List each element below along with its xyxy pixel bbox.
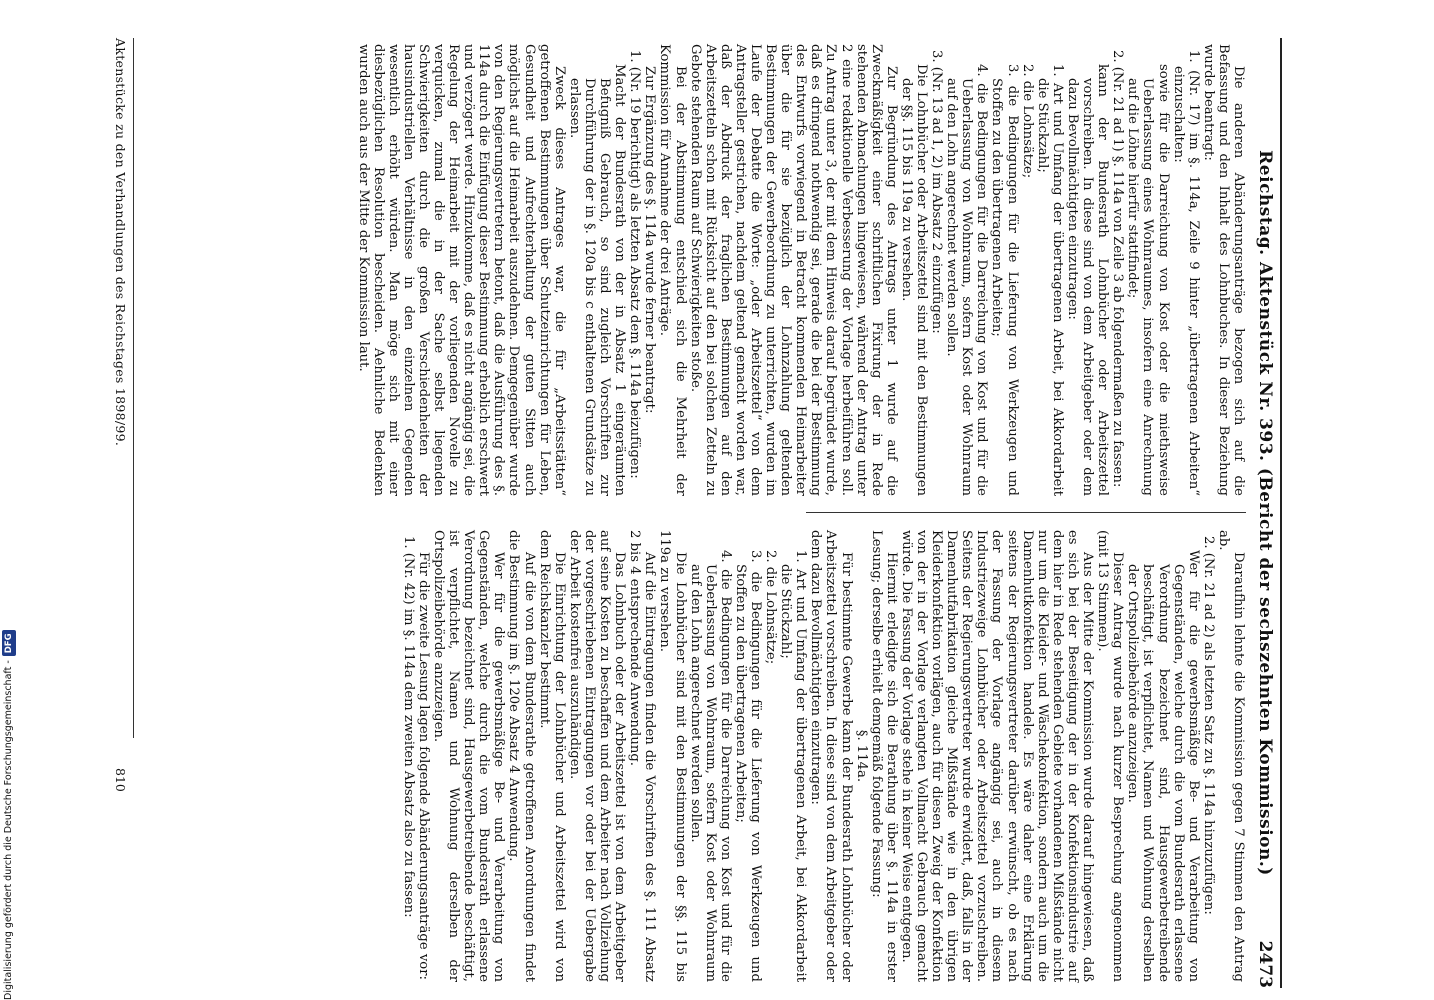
paragraph: kann der Bundesrath Lohnbücher oder Arbeitszettel vorschreiben. In diese sind von dem Arbeitgeber oder dem dazu Bevollmächtigten einzutragen:	[1064, 64, 1111, 496]
paragraph: Wer für die gewerbsmäßige Be- und Verarbeitung von Gegenständen, welche durch die vom Bundesrath erlassene Verordnung bezeichnet sind, Hausgewerbetreibende beschäftigt, ist verpflichtet, Namen und Wohnung derselben der Ortspolizeibehörde anzuzeigen.	[431, 530, 507, 982]
paragraph: 3. (Nr. 13 ad 1, 2) im Absatz 2 einzufügen:	[929, 50, 945, 334]
paragraph: Für bestimmte Gewerbe kann der Bundesrath Lohnbücher oder Arbeitszettel vorschreiben. In diese sind von dem Arbeitgeber oder dem dazu Bevollmächtigten einzutragen:	[808, 530, 854, 982]
page-header	[1252, 38, 1278, 988]
dfg-logo: DFG	[2, 630, 16, 656]
paragraph: Das Lohnbuch oder der Arbeitszettel ist von dem Arbeitgeber auf seine Kosten zu beschaffen und dem Arbeiter nach Vollziehung der vorgeschriebenen Eintragungen vor oder bei der Uebergabe der Arbeit kostenfrei auszuhändigen.	[566, 530, 628, 982]
paragraph: Die Einrichtung der Lohnbücher und Arbeitszettel wird von dem Reichskanzler bestimmt.	[536, 530, 567, 982]
paragraph: 3. die Bedingungen für die Lieferung von Werkzeugen und Stoffen zu den übertragenen Arbeiten;	[989, 64, 1020, 496]
paragraph: Macht der Bundesrath von der in Absatz 1 eingeräumten Befugniß Gebrauch, so sind zugleich Vorschriften zur Durchführung der in §. 120a bis c enthaltenen Grundsätze zu erlassen.	[566, 64, 628, 496]
paragraph: Zweck dieses Antrages war, die für „Arbeitsstätten“ getroffenen Bestimmungen über Schutzeinrichtungen für Leben, Gesundheit und Aufrechterhaltung der guten Sitten auch möglichst auf die Heimarbeit auszudehnen. Demgegenüber wurde von den Regierungsvertretern betont, daß die Ausführung des §. 114a durch die Einfügung dieser Bestimmung erheblich erschwert und verzögert werde. Hinzukomme, daß es nicht angängig sei, die Regelung der Heimarbeit mit der vorliegenden Novelle zu verquicken, zumal die in der Sache selbst liegenden Schwierigkeiten durch die großen Verschiedenheiten der hausindustriellen Verhältnisse in den einzelnen Gegenden wesentlich erhöht würden. Man möge sich mit einer diesbezüglichen Resolution bescheiden. Aehnliche Bedenken wurden auch aus der Mitte der Kommission laut.	[355, 44, 567, 496]
paragraph: 1. (Nr. 42) im §. 114a dem zweiten Absatz also zu fassen:	[400, 536, 416, 918]
paragraph: Dieser Antrag wurde nach kurzer Besprechung angenommen (mit 13 Stimmen).	[1095, 530, 1126, 982]
paragraph: Bei der Abstimmung entschied sich die Mehrheit der Kommission für Annahme der drei Anträge.	[657, 44, 688, 496]
paragraph: Auf die von dem Bundesrathe getroffenen Anordnungen findet die Bestimmung im §. 120e Absatz 4 Anwendung.	[506, 530, 537, 982]
paragraph: 2. (Nr. 21 ad 2) als letzten Satz zu §. 114a hinzuzufügen:	[1200, 536, 1216, 915]
column-divider	[806, 512, 1246, 513]
paragraph: Wer für die gewerbsmäßige Be- und Verarbeitung von Gegenständen, welche durch die vom Bundesrath erlassene Verordnung bezeichnet sind, Hausgewerbetreibende beschäftigt, ist verpflichtet, Namen und Wohnung derselben der Ortspolizeibehörde anzuzeigen.	[1125, 550, 1201, 982]
paragraph: 2. die Lohnsätze;	[1019, 64, 1035, 179]
digitization-text: Digitalisierung gefördert durch die Deutsche Forschungsgemeinschaft -	[3, 660, 14, 1000]
paragraph: 1. (Nr. 19 berichtigt) als letzten Absatz dem §. 114a beizufügen:	[627, 50, 643, 479]
paragraph: 3. die Bedingungen für die Lieferung von Werkzeugen und Stoffen zu den übertragenen Arbeiten;	[732, 550, 763, 982]
paragraph: 2. (Nr. 21 ad 1) §. 114a von Zeile 3 ab folgendermaßen zu fassen:	[1110, 50, 1126, 488]
paragraph: 2. die Lohnsätze;	[763, 550, 779, 665]
paragraph: 1. Art und Umfang der übertragenen Arbeit, bei Akkordarbeit die Stückzahl;	[778, 550, 809, 982]
paragraph: 1. (Nr. 17) im §. 114a, Zeile 9 hinter „übertragenen Arbeiten“ einzuschalten:	[1170, 50, 1201, 496]
rotated-page	[102, 38, 1282, 988]
paragraph: Auf die Eintragungen finden die Vorschriften des §. 111 Absatz 2 bis 4 entsprechende Anwendung.	[627, 530, 658, 982]
left-column	[355, 44, 1246, 496]
paragraph: §. 114a.	[853, 729, 869, 783]
footer-source: Aktenstücke zu den Verhandlungen des Reichstages 1898/99.	[113, 38, 128, 447]
page-number-top: 2473	[1255, 940, 1275, 988]
right-column	[401, 530, 1246, 982]
paragraph: Hiermit erledigte sich die Berathung über §. 114a in erster Lesung; derselbe erhielt demgemäß folgende Fassung:	[868, 530, 899, 982]
digitization-note	[2, 0, 16, 1000]
footer-rule	[133, 38, 134, 738]
page-title: Reichstag. Aktenstück Nr. 393. (Bericht der sechszehnten Kommission.)	[1255, 150, 1275, 876]
paragraph: Für die zweite Lesung lagen folgende Abänderungsanträge vor:	[415, 552, 431, 980]
paragraph: 4. die Bedingungen für die Darreichung von Kost und für die Ueberlassung von Wohnraum, sofern Kost oder Wohnraum auf den Lohn angerechnet werden sollen.	[944, 64, 990, 496]
paragraph: Zur Ergänzung des §. 114a wurde ferner beantragt:	[642, 66, 658, 414]
paragraph: Zur Begründung des Antrags unter 1 wurde auf die Zweckmäßigkeit einer schriftlichen Fixirung der in Rede stehenden Abmachungen hingewiesen, während der Antrag unter 2 eine redaktionelle Verbesserung der Vorlage herbeiführen soll. Zu Antrag unter 3, der mit dem Hinweis darauf begründet wurde, daß es dringend nothwendig sei, gerade die bei der Bestimmung des Entwurfs vorwiegend in Betracht kommenden Heimarbeiter über die für sie bezüglich der Lohnzahlung geltenden Bestimmungen der Gewerbeordnung zu unterrichten, wurden im Laufe der Debatte die Worte: „oder Arbeitszettel“ von dem Antragsteller gestrichen, nachdem geltend gemacht worden war, daß der Abdruck der fraglichen Bestimmungen auf den Arbeitszetteln schon mit Rücksicht auf den bei solchen Zetteln zu Gebote stehenden Raum auf Schwierigkeiten stoße.	[687, 44, 899, 496]
paragraph: Daraufhin lehnte die Kommission gegen 7 Stimmen den Antrag ab.	[1215, 530, 1246, 982]
paragraph: Die Lohnbücher sind mit den Bestimmungen der §§. 115 bis 119a zu versehen.	[657, 530, 688, 982]
paragraph: Aus der Mitte der Kommission wurde darauf hingewiesen, daß es sich bei der Beseitigung der in der Konfektionsindustrie auf dem hier in Rede stehenden Gebiete vorhandenen Mißstände nicht nur um die Kleider- und Wäschekonfektion, sondern auch um die Damenhutkonfektion handele. Es wäre daher eine Erklärung seitens der Regierungsvertreter darüber erwünscht, ob es nach der Fassung der Vorlage angängig sei, auch in diesem Industriezweige Lohnbücher oder Arbeitszettel vorzuschreiben. Seitens der Regierungsvertreter wurde erwidert, daß, falls in der Damenhutfabrikation gleiche Mißstände wie in den übrigen Kleiderkonfektion vorlägen, auch für diesen Zweig der Konfektion von der in der Vorlage verlangten Vollmacht Gebrauch gemacht würde. Die Fassung der Vorlage stehe in keiner Weise entgegen.	[898, 530, 1096, 982]
paragraph: Die Lohnbücher oder Arbeitszettel sind mit den Bestimmungen der §§. 115 bis 119a zu versehen.	[898, 64, 930, 496]
paragraph: 4. die Bedingungen für die Darreichung von Kost und für die Ueberlassung von Wohnraum, sofern Kost oder Wohnraum auf den Lohn angerechnet werden sollen.	[687, 550, 733, 982]
header-rule	[1280, 38, 1282, 988]
page-number-bottom: 810	[113, 768, 128, 792]
paragraph: Die anderen Abänderungsanträge bezogen sich auf die Befassung und den Inhalt des Lohnbuches. In dieser Beziehung wurde beantragt:	[1200, 44, 1246, 496]
paragraph: sowie für die Darreichung von Kost oder die miethsweise Ueberlassung eines Wohnraumes, insofern eine Anrechnung auf die Löhne hierfür stattfindet;	[1125, 64, 1171, 496]
paragraph: 1. Art und Umfang der übertragenen Arbeit, bei Akkordarbeit die Stückzahl;	[1034, 64, 1065, 496]
